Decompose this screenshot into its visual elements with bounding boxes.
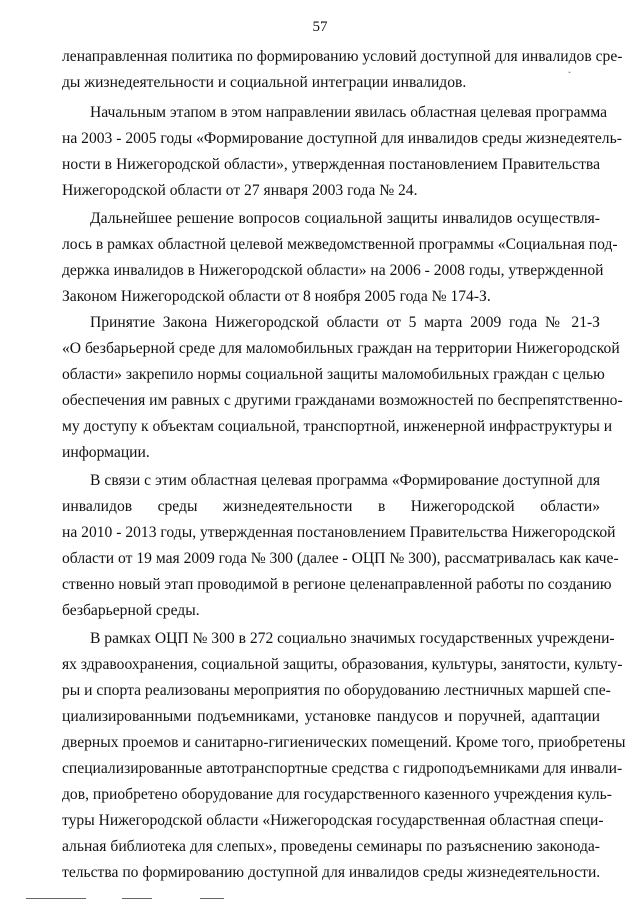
text-line: Начальным этапом в этом направлении явилась областная целевая программа bbox=[90, 104, 608, 121]
text-line: Принятие Закона Нижегородской области от 5 марта 2009 года № 21-З bbox=[90, 314, 600, 331]
text-line: обеспечения им равных с другими гражданами возможностей по беспрепятственно- bbox=[62, 392, 623, 409]
text-line: ленаправленная политика по формированию условий доступной для инвалидов сре- bbox=[62, 48, 623, 65]
text-line: лось в рамках областной целевой межведомственной программы «Социальная под- bbox=[62, 236, 618, 253]
text-line: специализированные автотранспортные средства с гидроподъемниками для инвали- bbox=[62, 760, 623, 777]
text-line: альная библиотека для слепых», проведены семинары по разъяснению законода- bbox=[62, 838, 600, 855]
text-line: ственно новый этап проводимой в регионе целенаправленной работы по созданию bbox=[62, 576, 612, 593]
text-line: дов, приобретено оборудование для государственного казенного учреждения куль- bbox=[62, 786, 612, 803]
text-line: ности в Нижегородской области», утвержденная постановлением Правительства bbox=[62, 156, 600, 173]
text-line: Дальнейшее решение вопросов социальной защиты инвалидов осуществля- bbox=[90, 210, 600, 227]
scan-edge-line bbox=[122, 898, 152, 899]
text-line: тельства по формированию доступной для инвалидов среды жизнедеятельности. bbox=[62, 864, 601, 881]
text-line: безбарьерной среды. bbox=[62, 602, 200, 619]
text-line: на 2010 - 2013 годы, утвержденная постановлением Правительства Нижегородской bbox=[62, 524, 616, 541]
text-line: туры Нижегородской области «Нижегородская государственная областная специ- bbox=[62, 812, 604, 829]
text-line: В рамках ОЦП № 300 в 272 социально значимых государственных учреждени- bbox=[90, 630, 615, 647]
text-line: ды жизнедеятельности и социальной интеграции инвалидов. bbox=[62, 74, 467, 91]
text-line: области от 19 мая 2009 года № 300 (далее - ОЦП № 300), рассматривалась как каче- bbox=[62, 550, 619, 567]
text-line: циализированными подъемниками, установке пандусов и поручней, адаптации bbox=[62, 708, 600, 725]
text-line: му доступу к объектам социальной, транспортной, инженерной инфраструктуры и bbox=[62, 418, 613, 435]
scan-edge-line bbox=[26, 898, 86, 899]
scan-edge-line bbox=[200, 898, 224, 899]
text-line: информации. bbox=[62, 444, 150, 461]
text-line: дверных проемов и санитарно-гигиенических помещений. Кроме того, приобретены bbox=[62, 734, 626, 751]
page-number: 57 bbox=[312, 19, 328, 35]
text-line: держка инвалидов в Нижегородской области» на 2006 - 2008 годы, утвержденной bbox=[62, 262, 604, 279]
text-line: области» закрепило нормы социальной защиты маломобильных граждан с целью bbox=[62, 366, 605, 383]
text-line: Законом Нижегородской области от 8 ноября 2005 года № 174-З. bbox=[62, 288, 491, 305]
stray-mark: ˇ bbox=[568, 70, 571, 80]
text-line: В связи с этим областная целевая программа «Формирование доступной для bbox=[90, 472, 600, 489]
text-line: ры и спорта реализованы мероприятия по оборудованию лестничных маршей спе- bbox=[62, 682, 611, 699]
text-line: Нижегородской области от 27 января 2003 года № 24. bbox=[62, 182, 418, 199]
text-line: на 2003 - 2005 годы «Формирование доступной для инвалидов среды жизнедеятель- bbox=[62, 130, 622, 147]
text-line: инвалидов среды жизнедеятельности в Нижегородской области» bbox=[62, 498, 600, 515]
text-line: «О безбарьерной среде для маломобильных граждан на территории Нижегородской bbox=[62, 340, 620, 357]
text-line: ях здравоохранения, социальной защиты, образования, культуры, занятости, культу- bbox=[62, 656, 623, 673]
